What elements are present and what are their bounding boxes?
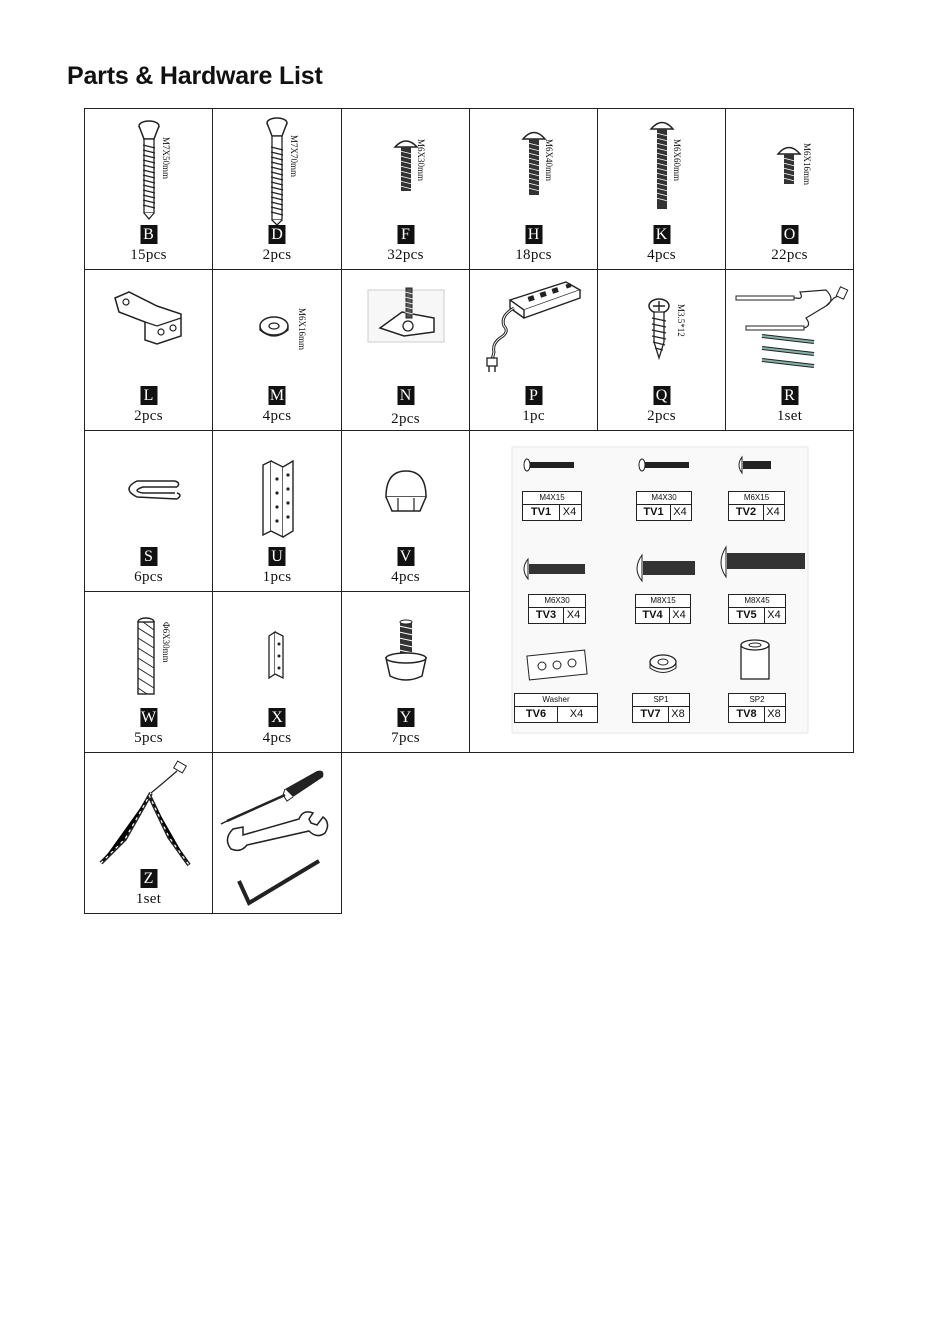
part-letter: V <box>397 547 414 566</box>
tv-label-box <box>728 693 786 723</box>
part-qty: 4pcs <box>262 730 292 746</box>
part-dim-label: M6X60mm <box>672 139 682 182</box>
part-cell-k <box>597 108 726 270</box>
part-letter: Z <box>140 869 157 888</box>
part-letter: U <box>269 547 286 566</box>
part-letter: L <box>140 386 157 405</box>
part-qty: 4pcs <box>647 247 676 263</box>
part-qty: 2pcs <box>647 408 676 424</box>
tv-count-label: X4 <box>566 609 581 621</box>
tv-count-label: X4 <box>766 506 780 518</box>
part-qty: 1pcs <box>262 569 292 585</box>
part-cell-v <box>341 430 470 592</box>
part-letter: W <box>140 709 157 726</box>
part-cell-l <box>84 269 213 431</box>
tv-label-box <box>528 594 586 624</box>
part-dim-label: M6X40mm <box>544 139 554 182</box>
part-cell-n <box>341 269 470 431</box>
part-qty: 32pcs <box>387 247 424 263</box>
part-letter: B <box>140 225 157 244</box>
tv-code-label: TV8 <box>729 706 765 722</box>
part-qty: 2pcs <box>134 408 163 424</box>
part-qty: 2pcs <box>391 411 420 427</box>
tv-size-label: SP1 <box>633 694 689 707</box>
part-cell-h <box>469 108 598 270</box>
part-qty: 2pcs <box>262 247 292 263</box>
tv-count-label: X8 <box>671 708 685 720</box>
tv-code-label: TV6 <box>515 706 558 722</box>
tv-count-label: X4 <box>672 609 686 621</box>
wrench-icon <box>227 812 327 850</box>
part-letter: K <box>653 225 670 244</box>
part-qty: 18pcs <box>515 247 552 263</box>
part-letter: F <box>397 225 414 244</box>
tv-size-label: SP2 <box>729 694 785 707</box>
tv-code-label: TV5 <box>729 607 765 623</box>
part-letter: O <box>781 225 798 244</box>
part-letter: D <box>269 225 286 244</box>
tools-cell <box>212 752 342 914</box>
part-cell-x <box>212 591 342 753</box>
part-letter: R <box>781 386 798 405</box>
part-cell-r <box>725 269 854 431</box>
part-letter: P <box>525 386 542 405</box>
part-cell-d <box>212 108 342 270</box>
part-qty: 6pcs <box>134 569 163 585</box>
part-letter: M <box>269 387 285 404</box>
part-letter: S <box>140 547 157 566</box>
tv-size-label: M4X30 <box>637 492 691 505</box>
part-cell-q <box>597 269 726 431</box>
tv-code-label: TV2 <box>729 504 764 520</box>
tv-count-label: X8 <box>767 708 781 720</box>
part-cell-z <box>84 752 213 914</box>
tv-size-label: M4X15 <box>523 492 581 505</box>
part-qty: 1set <box>135 891 162 907</box>
tv-label-box <box>514 693 598 723</box>
part-letter: N <box>397 386 414 405</box>
part-qty: 4pcs <box>391 569 420 585</box>
part-cell-m <box>212 269 342 431</box>
tv-size-label: M6X15 <box>729 492 784 505</box>
part-dim-label: M7X70mm <box>289 135 299 178</box>
part-cell-b <box>84 108 213 270</box>
part-letter: Q <box>653 386 670 405</box>
part-qty: 22pcs <box>771 247 808 263</box>
part-letter: X <box>269 708 286 727</box>
part-qty: 1set <box>776 408 803 424</box>
part-cell-p <box>469 269 598 431</box>
tv-label-box <box>635 594 691 624</box>
tv-label-box <box>632 693 690 723</box>
part-letter: H <box>525 225 542 244</box>
part-cell-o <box>725 108 854 270</box>
part-cell-y <box>341 591 470 753</box>
part-cell-s <box>84 430 213 592</box>
spacer-tube-icon <box>741 640 769 679</box>
part-dim-label: M6X16mm <box>802 143 812 186</box>
part-dim-label: M6X30mm <box>416 139 426 182</box>
part-cell-f <box>341 108 470 270</box>
tv-count-label: X4 <box>569 708 584 720</box>
part-cell-u <box>212 430 342 592</box>
tv-label-box <box>728 491 785 521</box>
tools-icon <box>213 753 343 915</box>
tv-size-label: Washer <box>515 694 597 707</box>
tv-code-label: TV7 <box>633 706 669 722</box>
tv-size-label: M6X30 <box>529 595 585 608</box>
tv-count-label: X4 <box>562 506 577 518</box>
tv-label-box <box>728 594 786 624</box>
tv-code-label: TV1 <box>637 504 671 520</box>
part-qty: 7pcs <box>391 730 420 746</box>
hex-key-icon <box>239 861 319 903</box>
part-qty: 5pcs <box>134 730 163 746</box>
part-dim-label: M3.5*12 <box>676 304 686 337</box>
part-qty: 4pcs <box>262 408 292 424</box>
tv-hardware-panel <box>469 430 854 753</box>
part-qty: 1pc <box>522 408 545 424</box>
tv-count-label: X4 <box>673 506 687 518</box>
page-title: Parts & Hardware List <box>67 62 323 90</box>
part-dim-label: M6X16mm <box>297 308 307 351</box>
tv-code-label: TV3 <box>529 607 564 623</box>
tv-size-label: M8X45 <box>729 595 785 608</box>
part-qty: 15pcs <box>130 247 167 263</box>
tv-code-label: TV4 <box>636 607 670 623</box>
part-dim-label: Φ6X30mm <box>161 622 171 663</box>
tv-code-label: TV1 <box>523 504 560 520</box>
tv-count-label: X4 <box>767 609 781 621</box>
cam-lock-icon <box>342 270 471 432</box>
part-cell-w <box>84 591 213 753</box>
tv-label-box <box>522 491 582 521</box>
tv-size-label: M8X15 <box>636 595 690 608</box>
tv-label-box <box>636 491 692 521</box>
part-letter: Y <box>397 708 414 727</box>
part-dim-label: M7X50mm <box>161 137 171 180</box>
